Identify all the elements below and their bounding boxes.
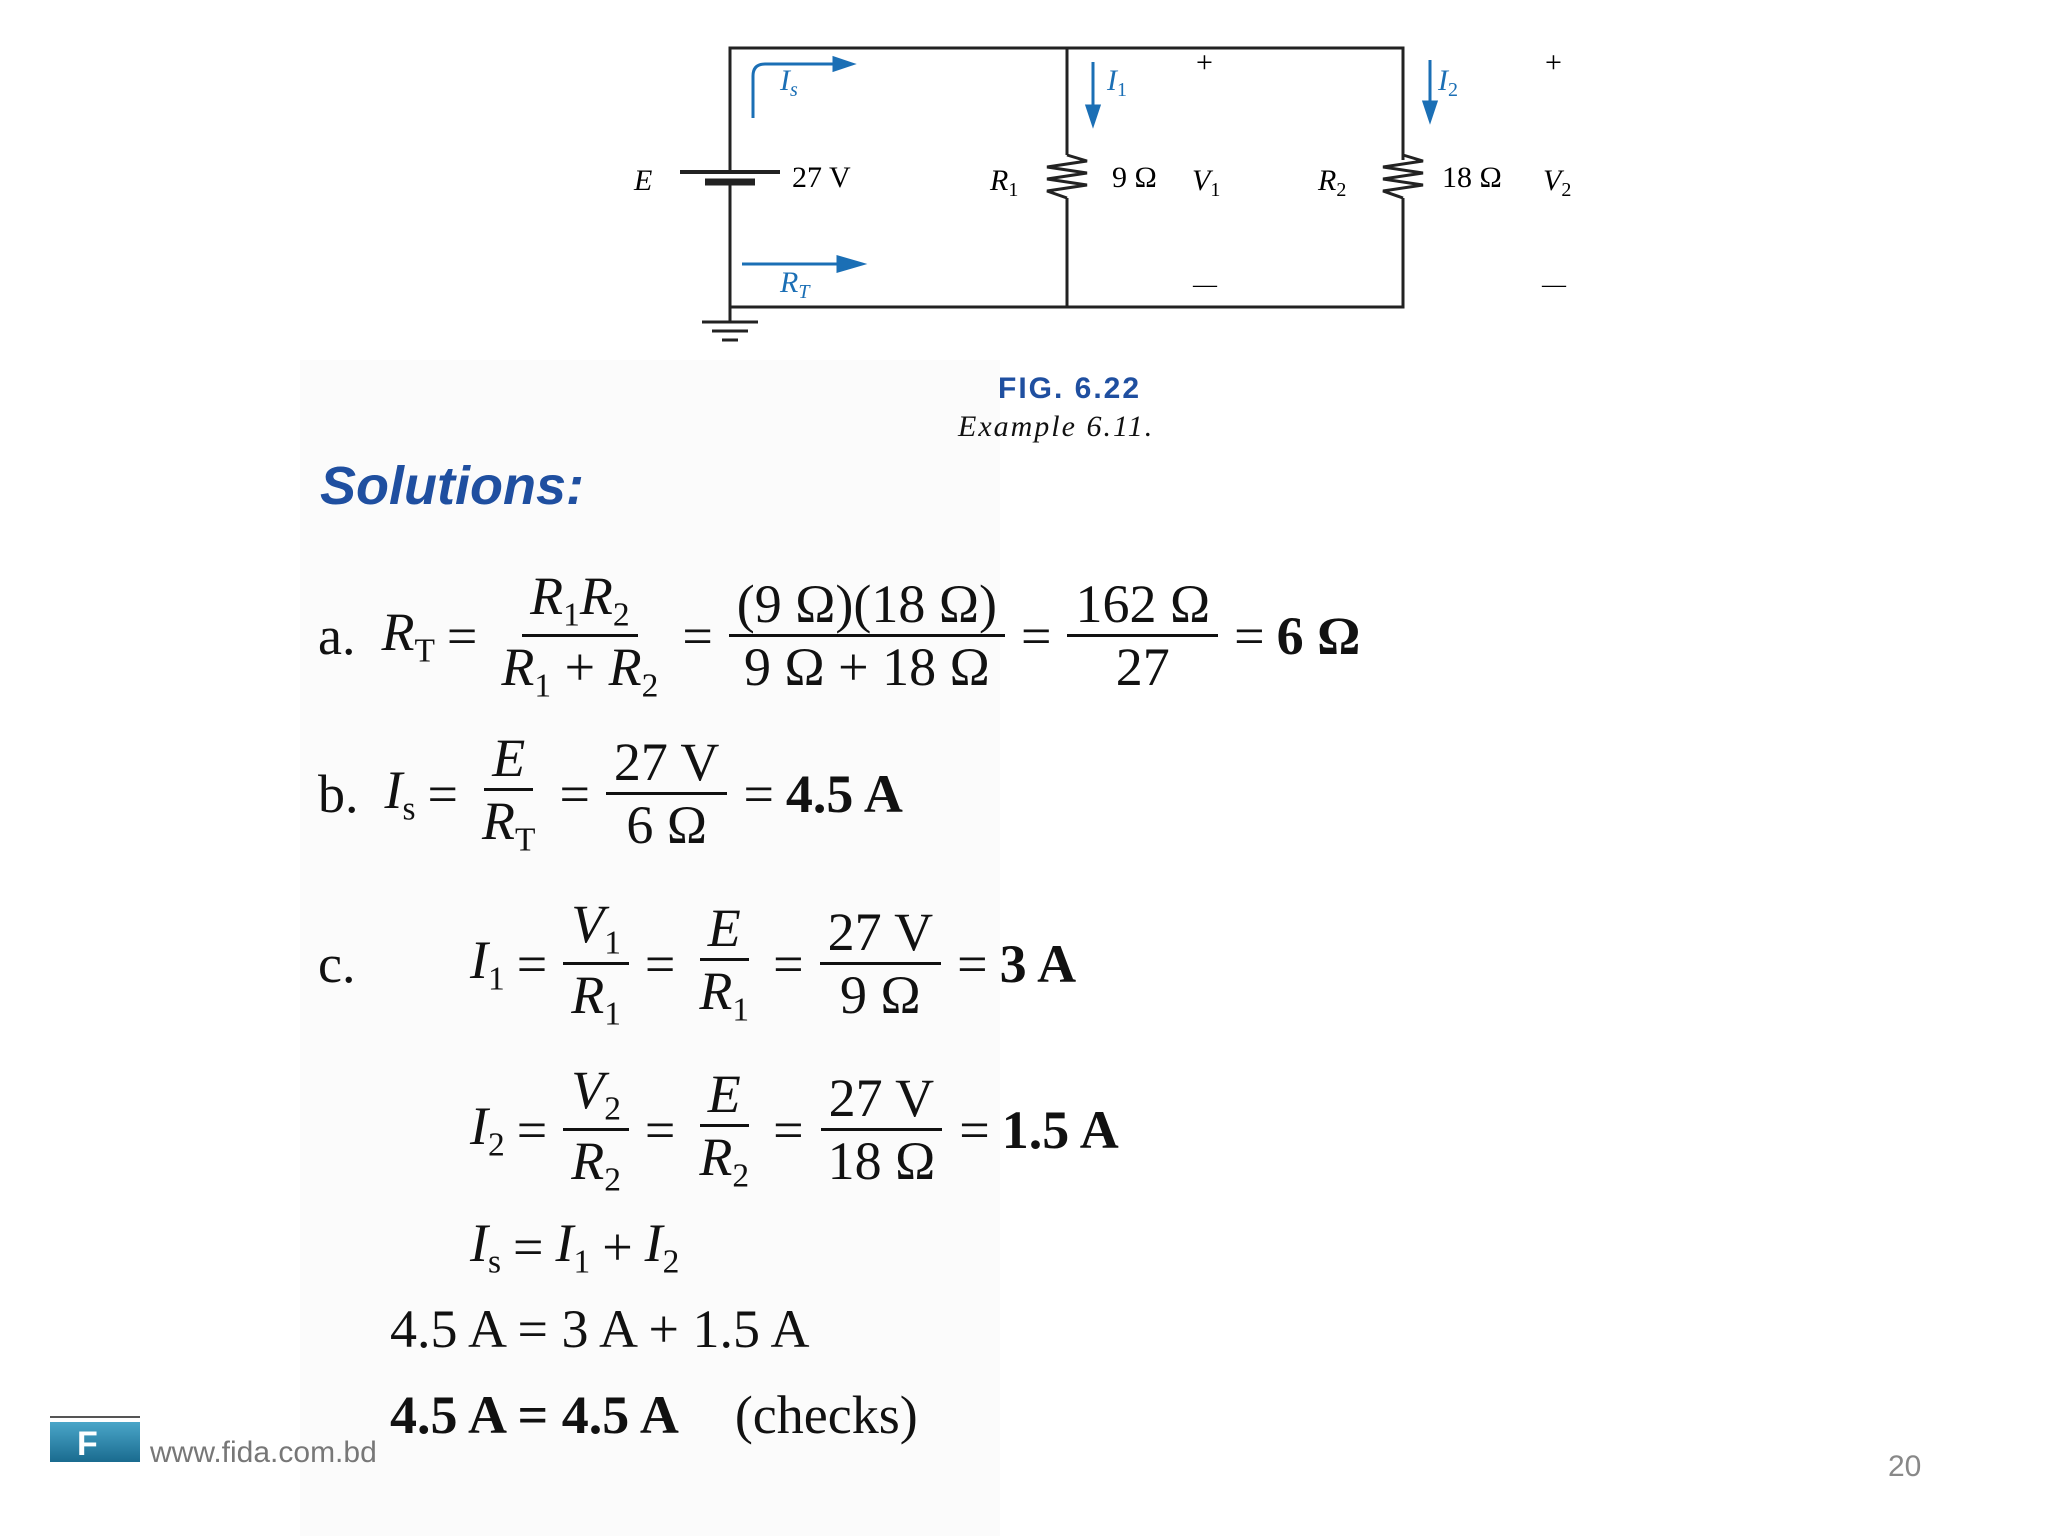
v2-plus-sign: + — [1545, 46, 1562, 79]
part-b-result: 4.5 A — [785, 763, 903, 824]
equation-part-c-line5 — [384, 1384, 924, 1446]
r2-label: $R_2$ — [1318, 164, 1347, 201]
plus-sign: + — [602, 1216, 633, 1277]
fraction-rt-values: $\frac{(9 \Omega)(18 \Omega)}{9 \Omega + 18 \Omega}$ — [729, 574, 1005, 698]
fida-logo — [50, 1416, 140, 1468]
equation-part-c-line2 — [464, 1060, 1125, 1199]
fraction-rt-formula: $\frac{R_1R_2}{R_1 + R_2}$ — [501, 566, 659, 705]
fraction-i1-v-over-r: $\frac{V_1}{R_1}$ — [563, 894, 629, 1033]
equals-sign: = — [559, 763, 590, 824]
equals-sign: = — [516, 1099, 548, 1160]
source-value: 27 V — [792, 161, 851, 194]
footer-url: www.fida.com.bd — [150, 1436, 377, 1469]
part-c-i1-term: $I_1$ — [555, 1213, 591, 1281]
equals-sign: = — [957, 933, 988, 994]
equation-part-c-line4 — [384, 1298, 816, 1360]
rt-arrow-head — [838, 257, 862, 271]
solutions-heading: Solutions: — [320, 456, 584, 516]
equals-sign: = — [743, 763, 774, 824]
v1-minus-sign: — — [1193, 272, 1217, 298]
is-arrow-head — [834, 58, 852, 70]
ground-symbol — [702, 322, 758, 340]
equation-part-c-line3 — [464, 1212, 685, 1282]
svg-text:F: F — [77, 1425, 98, 1463]
i2-label: $I_2$ — [1438, 64, 1458, 101]
fraction-rt-simplified: $\frac{162 \Omega}{27}$ — [1067, 574, 1218, 698]
part-c-final-check: 4.5 A = 4.5 A — [390, 1385, 679, 1445]
equals-sign: = — [959, 1099, 990, 1160]
is-label: $I_s$ — [780, 64, 798, 101]
equals-sign: = — [446, 605, 478, 666]
fraction-is-values: $\frac{27 V}{6 \Omega}$ — [606, 732, 728, 856]
fraction-is-formula: $\frac{E}{R_T}$ — [481, 728, 536, 860]
fraction-i2-e-over-r: $\frac{E}{R_2}$ — [699, 1063, 750, 1196]
part-c-i1-result: 3 A — [999, 933, 1077, 994]
fraction-i2-v-over-r: $\frac{V_2}{R_2}$ — [563, 1060, 629, 1199]
fraction-i1-e-over-r: $\frac{E}{R_1}$ — [699, 897, 750, 1030]
i1-label: $I_1$ — [1107, 64, 1127, 101]
part-c-label: c. — [318, 933, 356, 994]
equals-sign: = — [516, 933, 548, 994]
i1-arrow-head — [1087, 106, 1099, 124]
r1-label: $R_1$ — [990, 164, 1019, 201]
v1-label: $V_1$ — [1192, 164, 1221, 201]
page-number: 20 — [1888, 1450, 1922, 1483]
checks-note: (checks) — [734, 1385, 918, 1445]
equals-sign: = — [644, 1099, 676, 1160]
part-c-is-lhs: $I_s$ — [470, 1213, 502, 1281]
part-b-lhs: $I_s$ — [384, 759, 416, 828]
resistor-r2-symbol — [1383, 155, 1423, 198]
equals-sign: = — [1234, 605, 1265, 666]
v2-label: $V_2$ — [1543, 164, 1572, 201]
part-c-i2-term: $I_2$ — [644, 1213, 680, 1281]
part-b-label: b. — [318, 763, 359, 824]
v2-minus-sign: — — [1542, 272, 1566, 298]
part-a-result: 6 Ω — [1276, 605, 1361, 666]
equals-sign: = — [513, 1216, 544, 1277]
rt-label: $R_T$ — [780, 266, 810, 303]
part-c-sum-check: 4.5 A = 3 A + 1.5 A — [390, 1299, 810, 1359]
part-c-i1-lhs: $I_1$ — [470, 929, 505, 998]
equals-sign: = — [773, 933, 804, 994]
i2-arrow-head — [1424, 102, 1436, 120]
fraction-i2-values: $\frac{27 V}{18 \Omega}$ — [820, 1068, 944, 1192]
source-label: E — [634, 164, 653, 197]
part-c-i2-result: 1.5 A — [1001, 1099, 1119, 1160]
equals-sign: = — [773, 1099, 804, 1160]
equation-part-c-line1 — [312, 894, 1082, 1033]
r1-value: 9 Ω — [1112, 161, 1157, 194]
r2-value: 18 Ω — [1442, 161, 1502, 194]
equation-part-a — [312, 566, 1366, 705]
part-a-lhs: $R_T$ — [381, 601, 435, 670]
fraction-i1-values: $\frac{27 V}{9 \Omega}$ — [820, 902, 942, 1026]
v1-plus-sign: + — [1196, 46, 1213, 79]
figure-title: FIG. 6.22 — [998, 372, 1142, 405]
equals-sign: = — [682, 605, 713, 666]
equation-part-b — [312, 728, 909, 860]
equals-sign: = — [1021, 605, 1052, 666]
equals-sign: = — [427, 763, 458, 824]
figure-caption: Example 6.11. — [958, 410, 1155, 443]
resistor-r1-symbol — [1047, 155, 1087, 198]
equals-sign: = — [644, 933, 676, 994]
part-c-i2-lhs: $I_2$ — [470, 1095, 505, 1164]
part-a-label: a. — [318, 605, 356, 666]
battery-symbol — [680, 172, 780, 182]
